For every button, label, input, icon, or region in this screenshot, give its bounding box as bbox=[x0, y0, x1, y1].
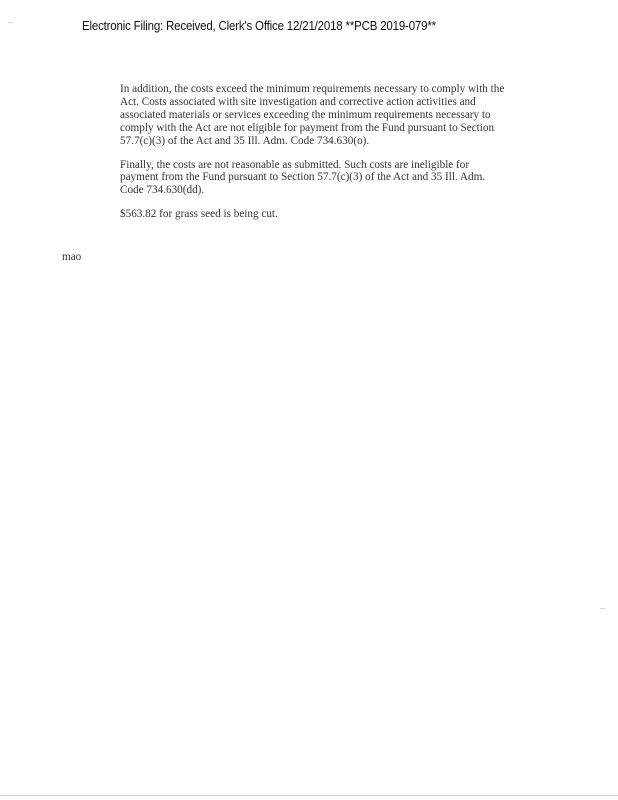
paragraph-grass-seed-cut bbox=[120, 208, 545, 221]
scan-speck bbox=[8, 22, 13, 23]
author-initials: mao bbox=[62, 251, 82, 263]
paragraph-line: In addition, the costs exceed the minimum requirements necessary to comply with the bbox=[120, 83, 505, 95]
paragraph-line: payment from the Fund pursuant to Section 57.7(c)(3) of the Act and 35 Ill. Adm. bbox=[120, 171, 486, 184]
letter-body bbox=[120, 83, 545, 232]
scan-edge-line bbox=[0, 795, 618, 796]
paragraph-line: comply with the Act are not eligible for payment from the Fund pursuant to Section bbox=[120, 121, 495, 134]
paragraph-line: 57.7(c)(3) of the Act and 35 Ill. Adm. Code 734.630(o). bbox=[120, 134, 370, 147]
paragraph-line: associated materials or services exceeding the minimum requirements necessary to bbox=[120, 108, 491, 121]
paragraph-line: Code 734.630(dd). bbox=[120, 184, 205, 197]
filing-stamp: Electronic Filing: Received, Clerk's Office 12/21/2018 **PCB 2019-079** bbox=[82, 19, 436, 33]
paragraph-line: $563.82 for grass seed is being cut. bbox=[120, 208, 278, 221]
paragraph-costs-exceed-minimum bbox=[120, 83, 545, 148]
paragraph-line: Act. Costs associated with site investigation and corrective action activities and bbox=[120, 95, 476, 108]
paragraph-costs-not-reasonable bbox=[120, 159, 545, 198]
paragraph-line: Finally, the costs are not reasonable as submitted. Such costs are ineligible for bbox=[120, 158, 470, 171]
scan-speck bbox=[600, 608, 605, 609]
